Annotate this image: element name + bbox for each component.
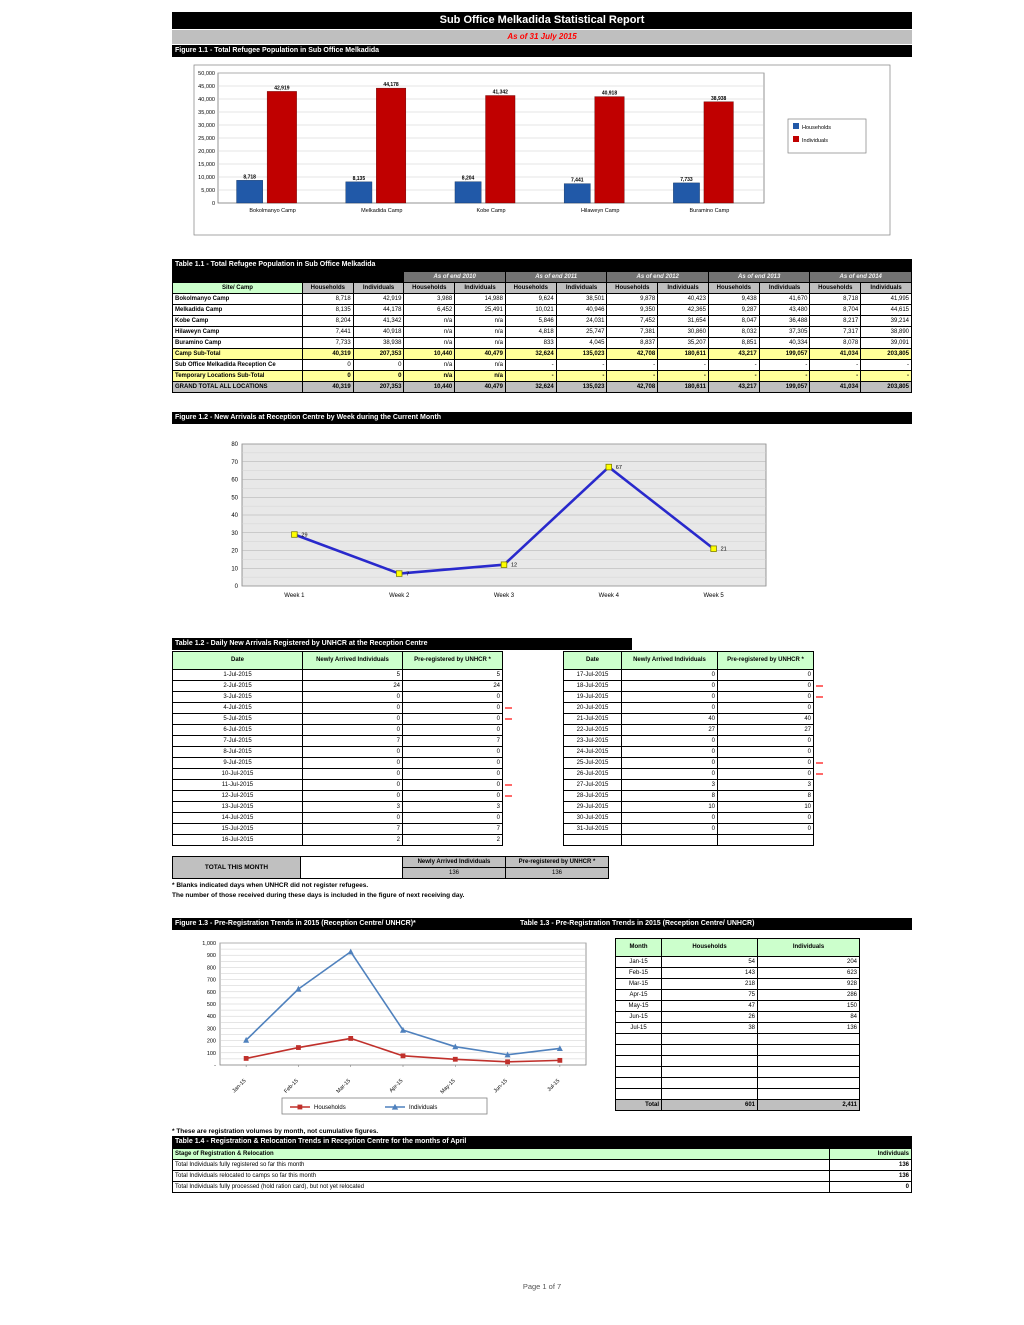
svg-text:40,918: 40,918 bbox=[601, 90, 618, 97]
svg-text:Kobe Camp: Kobe Camp bbox=[476, 208, 506, 214]
year-header-row: As of end 2010 As of end 2011 As of end 2012 As of end 2013 As of end 2014 bbox=[173, 272, 912, 283]
comment-marker bbox=[816, 762, 823, 764]
table-row: 17-Jul-2015 0 0 bbox=[564, 670, 826, 681]
table-row: 30-Jul-2015 0 0 bbox=[564, 813, 826, 824]
blank-row bbox=[616, 1034, 860, 1045]
svg-text:0: 0 bbox=[211, 201, 215, 207]
figure1-bar-chart bbox=[172, 63, 912, 245]
svg-text:Melkadida Camp: Melkadida Camp bbox=[361, 208, 403, 214]
daily-arrivals-tables bbox=[172, 651, 912, 846]
table-row: 11-Jul-2015 0 0 bbox=[173, 780, 515, 791]
svg-text:15,000: 15,000 bbox=[198, 162, 215, 168]
table-row: 28-Jul-2015 8 8 bbox=[564, 791, 826, 802]
total-header-row: TOTAL THIS MONTH Newly Arrived Individuals Pre-registered by UNHCR * bbox=[173, 857, 609, 868]
daily-arrivals-table-right bbox=[563, 651, 826, 846]
table-row: May-15 47 150 bbox=[616, 1001, 860, 1012]
report-title: Sub Office Melkadida Statistical Report bbox=[172, 12, 912, 29]
svg-text:35,000: 35,000 bbox=[198, 110, 215, 116]
table-row: 5-Jul-2015 0 0 bbox=[173, 714, 515, 725]
figure3-line-chart bbox=[172, 935, 604, 1125]
table-row: 9-Jul-2015 0 0 bbox=[173, 758, 515, 769]
preregistration-section bbox=[172, 935, 912, 1125]
table-row: 24-Jul-2015 0 0 bbox=[564, 747, 826, 758]
svg-text:400: 400 bbox=[206, 1014, 216, 1021]
table-row: Mar-15 218 928 bbox=[616, 979, 860, 990]
report-subtitle: As of 31 July 2015 bbox=[172, 30, 912, 44]
svg-text:25,000: 25,000 bbox=[198, 136, 215, 142]
report-content bbox=[172, 12, 912, 1193]
svg-text:100: 100 bbox=[206, 1050, 216, 1057]
svg-text:50: 50 bbox=[231, 495, 238, 502]
table-row: Bokolmanyo Camp 8,718 42,919 3,988 14,988 9,624 38,501 9,878 40,423 9,438 41,670 8,718 41,995 bbox=[173, 294, 912, 305]
table-row: 27-Jul-2015 3 3 bbox=[564, 780, 826, 791]
table-row: 23-Jul-2015 0 0 bbox=[564, 736, 826, 747]
svg-text:21: 21 bbox=[720, 546, 727, 553]
table-row: 1-Jul-2015 5 5 bbox=[173, 670, 515, 681]
table-row: Kobe Camp 8,204 41,342 n/a n/a 5,846 24,031 7,452 31,654 8,047 36,488 8,217 39,214 bbox=[173, 316, 912, 327]
monthly-total-table bbox=[172, 856, 609, 879]
svg-text:80: 80 bbox=[231, 442, 238, 448]
table-row: Melkadida Camp 8,135 44,178 6,452 25,491 10,021 40,946 9,350 42,365 9,287 43,480 8,704 44,615 bbox=[173, 305, 912, 316]
svg-text:Jan-15: Jan-15 bbox=[231, 1078, 248, 1095]
svg-text:44,178: 44,178 bbox=[383, 82, 399, 89]
svg-text:42,919: 42,919 bbox=[274, 85, 290, 92]
svg-text:Individuals: Individuals bbox=[409, 1105, 438, 1111]
svg-text:45,000: 45,000 bbox=[198, 84, 215, 90]
comment-marker bbox=[505, 795, 512, 797]
table-row: Hilaweyn Camp 7,441 40,918 n/a n/a 4,818 25,747 7,381 30,860 8,032 37,305 7,317 38,890 bbox=[173, 327, 912, 338]
svg-text:Jun-15: Jun-15 bbox=[492, 1078, 509, 1095]
page-number: Page 1 of 7 bbox=[522, 1282, 562, 1291]
svg-text:10: 10 bbox=[231, 566, 238, 573]
table-row: 15-Jul-2015 7 7 bbox=[173, 824, 515, 835]
table-row: 29-Jul-2015 10 10 bbox=[564, 802, 826, 813]
svg-text:Feb-15: Feb-15 bbox=[283, 1078, 300, 1095]
figure2-line-chart bbox=[172, 432, 912, 630]
svg-text:600: 600 bbox=[206, 989, 216, 996]
total-value-row: 136 136 bbox=[173, 868, 609, 879]
footnote-received: The number of those received during these days is included in the figure of next receiving day. bbox=[172, 892, 465, 899]
table-row bbox=[564, 835, 826, 846]
svg-text:38,938: 38,938 bbox=[711, 95, 727, 102]
svg-text:May-15: May-15 bbox=[439, 1078, 457, 1096]
table-row: Jan-15 54 204 bbox=[616, 957, 860, 968]
figure1-title: Figure 1.1 - Total Refugee Population in Sub Office Melkadida bbox=[172, 45, 912, 57]
comment-marker bbox=[816, 685, 823, 687]
table-row: GRAND TOTAL ALL LOCATIONS 40,319 207,353 10,440 40,479 32,624 135,023 42,708 180,611 43,217 199,057 41,034 203,805 bbox=[173, 382, 912, 393]
comment-marker bbox=[505, 784, 512, 786]
svg-text:20,000: 20,000 bbox=[198, 149, 215, 155]
daily-arrivals-table-left bbox=[172, 651, 515, 846]
table-row: 7-Jul-2015 7 7 bbox=[173, 736, 515, 747]
svg-text:0: 0 bbox=[234, 584, 238, 590]
table-row: Total Individuals relocated to camps so far this month 136 bbox=[173, 1171, 912, 1182]
figure3-table3-titlebar bbox=[172, 918, 912, 930]
svg-text:41,342: 41,342 bbox=[492, 89, 508, 96]
svg-text:67: 67 bbox=[615, 465, 622, 472]
svg-text:Week 2: Week 2 bbox=[389, 593, 410, 599]
table3-title: Table 1.3 - Pre-Registration Trends in 2015 (Reception Centre/ UNHCR) bbox=[520, 920, 755, 927]
svg-text:Households: Households bbox=[314, 1105, 346, 1111]
svg-text:29: 29 bbox=[301, 532, 308, 539]
svg-text:50,000: 50,000 bbox=[198, 71, 215, 77]
svg-text:-: - bbox=[214, 1063, 216, 1069]
svg-text:8,204: 8,204 bbox=[461, 175, 475, 182]
preregistration-table bbox=[615, 938, 860, 1111]
blank-row bbox=[616, 1056, 860, 1067]
figure2-title: Figure 1.2 - New Arrivals at Reception Centre by Week during the Current Month bbox=[172, 412, 912, 424]
table-row: 16-Jul-2015 2 2 bbox=[173, 835, 515, 846]
table-row: 3-Jul-2015 0 0 bbox=[173, 692, 515, 703]
table-row: 20-Jul-2015 0 0 bbox=[564, 703, 826, 714]
svg-text:7: 7 bbox=[406, 571, 410, 578]
svg-text:10,000: 10,000 bbox=[198, 175, 215, 181]
svg-text:Jul-15: Jul-15 bbox=[546, 1078, 562, 1094]
svg-text:Week 3: Week 3 bbox=[493, 593, 515, 599]
table-row: Buramino Camp 7,733 38,938 n/a n/a 833 4,045 8,837 35,207 8,851 40,334 8,078 39,091 bbox=[173, 338, 912, 349]
footnote-volumes: * These are registration volumes by month, not cumulative figures. bbox=[172, 1128, 379, 1135]
svg-text:30,000: 30,000 bbox=[198, 123, 215, 129]
table-row: 26-Jul-2015 0 0 bbox=[564, 769, 826, 780]
table-row: 2-Jul-2015 24 24 bbox=[173, 681, 515, 692]
svg-text:12: 12 bbox=[511, 562, 518, 569]
svg-text:Households: Households bbox=[802, 125, 832, 131]
figure3-title: Figure 1.3 - Pre-Registration Trends in 2015 (Reception Centre/ UNHCR)* bbox=[175, 920, 416, 927]
svg-text:20: 20 bbox=[231, 548, 238, 555]
table-row: Feb-15 143 623 bbox=[616, 968, 860, 979]
table-row: 4-Jul-2015 0 0 bbox=[173, 703, 515, 714]
table-row: Total Individuals fully processed (hold ration card), but not yet relocated 0 bbox=[173, 1182, 912, 1193]
total-row: Total 601 2,411 bbox=[616, 1100, 860, 1111]
table-row: 10-Jul-2015 0 0 bbox=[173, 769, 515, 780]
column-header-row: Site/ Camp Households Individuals Households Individuals Households Individuals Households Individuals Households Individuals Households Individuals bbox=[173, 283, 912, 294]
table-row: Temporary Locations Sub-Total 0 0 n/a n/a - - - - - - - - bbox=[173, 371, 912, 382]
svg-text:70: 70 bbox=[231, 459, 238, 466]
table-row: 6-Jul-2015 0 0 bbox=[173, 725, 515, 736]
svg-text:500: 500 bbox=[206, 1002, 216, 1008]
svg-text:Bokolmanyo Camp: Bokolmanyo Camp bbox=[249, 208, 296, 214]
table-row: 22-Jul-2015 27 27 bbox=[564, 725, 826, 736]
comment-marker bbox=[816, 696, 823, 698]
table-row: 18-Jul-2015 0 0 bbox=[564, 681, 826, 692]
svg-text:30: 30 bbox=[231, 530, 238, 537]
table-row: Jun-15 26 84 bbox=[616, 1012, 860, 1023]
svg-text:7,441: 7,441 bbox=[571, 177, 584, 184]
table-row: Camp Sub-Total 40,319 207,353 10,440 40,479 32,624 135,023 42,708 180,611 43,217 199,057 41,034 203,805 bbox=[173, 349, 912, 360]
table-row: Apr-15 75 286 bbox=[616, 990, 860, 1001]
registration-relocation-table bbox=[172, 1148, 912, 1193]
blank-row bbox=[616, 1067, 860, 1078]
svg-text:Apr-15: Apr-15 bbox=[388, 1078, 405, 1095]
svg-text:60: 60 bbox=[231, 477, 238, 484]
table-row: 21-Jul-2015 40 40 bbox=[564, 714, 826, 725]
svg-text:40,000: 40,000 bbox=[198, 97, 215, 103]
table-row: 14-Jul-2015 0 0 bbox=[173, 813, 515, 824]
comment-marker bbox=[505, 718, 512, 720]
comment-marker bbox=[816, 773, 823, 775]
spacer bbox=[172, 393, 912, 411]
table-row: 12-Jul-2015 0 0 bbox=[173, 791, 515, 802]
table-row: 25-Jul-2015 0 0 bbox=[564, 758, 826, 769]
svg-text:7,733: 7,733 bbox=[680, 176, 693, 183]
svg-text:800: 800 bbox=[206, 965, 216, 972]
table-row: 13-Jul-2015 3 3 bbox=[173, 802, 515, 813]
svg-text:8,135: 8,135 bbox=[352, 175, 366, 182]
svg-text:Week 5: Week 5 bbox=[703, 593, 724, 599]
svg-text:Buramino Camp: Buramino Camp bbox=[689, 208, 730, 214]
table-row: Jul-15 38 136 bbox=[616, 1023, 860, 1034]
header-row: Stage of Registration & Relocation Individuals bbox=[173, 1149, 912, 1160]
svg-text:Week 1: Week 1 bbox=[284, 593, 305, 599]
header-row: Date Newly Arrived Individuals Pre-registered by UNHCR * bbox=[564, 652, 826, 670]
svg-text:Mar-15: Mar-15 bbox=[335, 1078, 353, 1095]
svg-text:Week 4: Week 4 bbox=[598, 593, 619, 599]
blank-row bbox=[616, 1089, 860, 1100]
table-row: 31-Jul-2015 0 0 bbox=[564, 824, 826, 835]
table-row: 19-Jul-2015 0 0 bbox=[564, 692, 826, 703]
table1-title: Table 1.1 - Total Refugee Population in Sub Office Melkadida bbox=[172, 259, 912, 271]
blank-row bbox=[616, 1045, 860, 1056]
table-row: Total Individuals fully registered so far this month 136 bbox=[173, 1160, 912, 1171]
svg-text:700: 700 bbox=[206, 977, 216, 984]
svg-text:Individuals: Individuals bbox=[802, 138, 828, 144]
comment-marker bbox=[505, 707, 512, 709]
header-row: Month Households Individuals bbox=[616, 939, 860, 957]
svg-text:8,718: 8,718 bbox=[243, 174, 256, 181]
table2-title: Table 1.2 - Daily New Arrivals Registered by UNHCR at the Reception Centre bbox=[172, 638, 632, 650]
svg-text:900: 900 bbox=[206, 953, 216, 960]
header-row: Date Newly Arrived Individuals Pre-registered by UNHCR * bbox=[173, 652, 515, 670]
svg-text:200: 200 bbox=[206, 1038, 216, 1045]
table-row: Sub Office Melkadida Reception Ce 0 0 n/a n/a - - - - - - - - bbox=[173, 360, 912, 371]
population-table bbox=[172, 271, 912, 393]
svg-text:1,000: 1,000 bbox=[202, 941, 216, 947]
svg-text:Hilaweyn Camp: Hilaweyn Camp bbox=[580, 208, 620, 214]
svg-text:5,000: 5,000 bbox=[201, 188, 215, 194]
footnote-blanks: * Blanks indicated days when UNHCR did not register refugees. bbox=[172, 882, 369, 889]
svg-text:300: 300 bbox=[206, 1026, 216, 1033]
spacer bbox=[172, 899, 912, 917]
svg-text:40: 40 bbox=[231, 513, 238, 519]
table-row: 8-Jul-2015 0 0 bbox=[173, 747, 515, 758]
blank-row bbox=[616, 1078, 860, 1089]
table4-title: Table 1.4 - Registration & Relocation Trends in Reception Centre for the months of April bbox=[172, 1136, 912, 1148]
